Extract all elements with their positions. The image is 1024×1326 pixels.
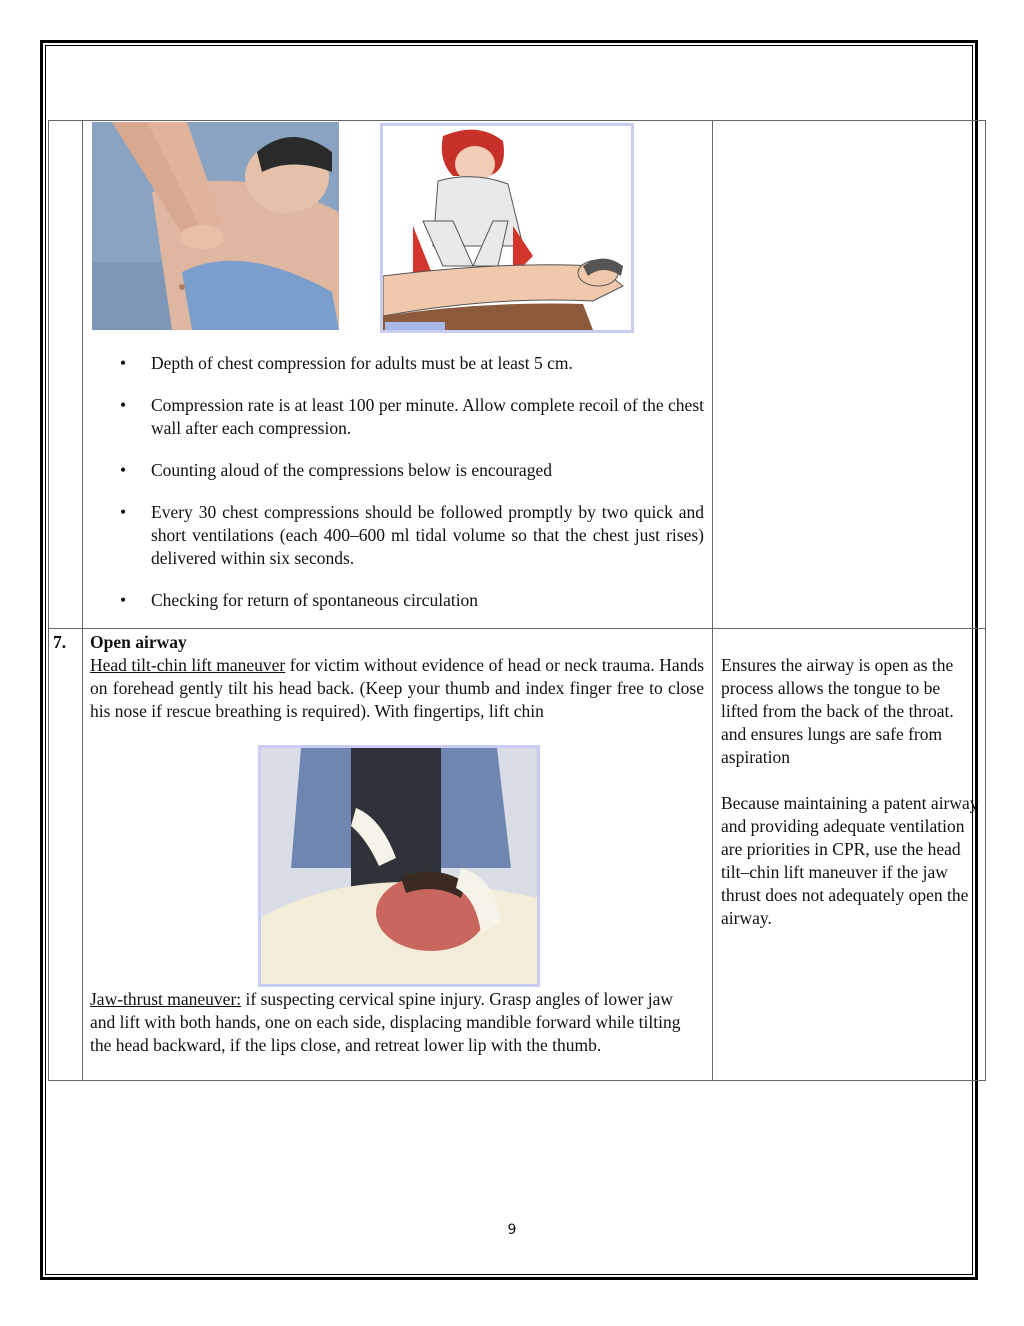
head-tilt-label: Head tilt-chin lift maneuver bbox=[90, 655, 286, 675]
step-number: 7. bbox=[53, 632, 67, 652]
head-tilt-paragraph bbox=[90, 654, 704, 723]
list-item: • Depth of chest compression for adults must be at least 5 cm. bbox=[120, 353, 573, 373]
jaw-thrust-label: Jaw-thrust maneuver: bbox=[90, 989, 242, 1009]
compression-guidelines-list bbox=[90, 352, 704, 631]
list-item: • Every 30 chest compressions should be followed promptly by two quick and short ventilations (each 400–600 ml tidal volume so that the chest just rises) delivered within six seconds. bbox=[120, 502, 704, 568]
page-number: 9 bbox=[507, 1222, 517, 1238]
head-tilt-chin-lift-photo bbox=[258, 745, 540, 987]
rationale-airway: Ensures the airway is open as the process allows the tongue to be lifted from the back of the throat. and ensures lungs are safe from aspiration bbox=[721, 655, 954, 767]
head-tilt-text: for victim without evidence of head or neck trauma. Hands on forehead gently tilt his head back. (Keep your thumb and index finger free to close his nose if rescue breathing is required). With fingertips, lift chin bbox=[90, 655, 705, 721]
step-title: Open airway bbox=[90, 632, 187, 652]
jaw-thrust-text: if suspecting cervical spine injury. Grasp angles of lower jaw and lift with both hands, one on each side, displacing mandible forward while tilting the head backward, if the lips close, and retreat lower lip with the thumb. bbox=[90, 989, 681, 1055]
chest-compression-photo bbox=[92, 122, 339, 330]
list-item: • Counting aloud of the compressions below is encouraged bbox=[120, 460, 552, 480]
cpr-illustration bbox=[380, 123, 634, 333]
list-item: • Checking for return of spontaneous circulation bbox=[120, 590, 479, 610]
rationale-priority: Because maintaining a patent airway and providing adequate ventilation are priorities in CPR, use the head tilt–chin lift maneuver if the jaw thrust does not adequately open the airway. bbox=[721, 793, 979, 928]
jaw-thrust-paragraph bbox=[90, 988, 698, 1057]
list-item: • Compression rate is at least 100 per minute. Allow complete recoil of the chest wall after each compression. bbox=[120, 395, 704, 438]
